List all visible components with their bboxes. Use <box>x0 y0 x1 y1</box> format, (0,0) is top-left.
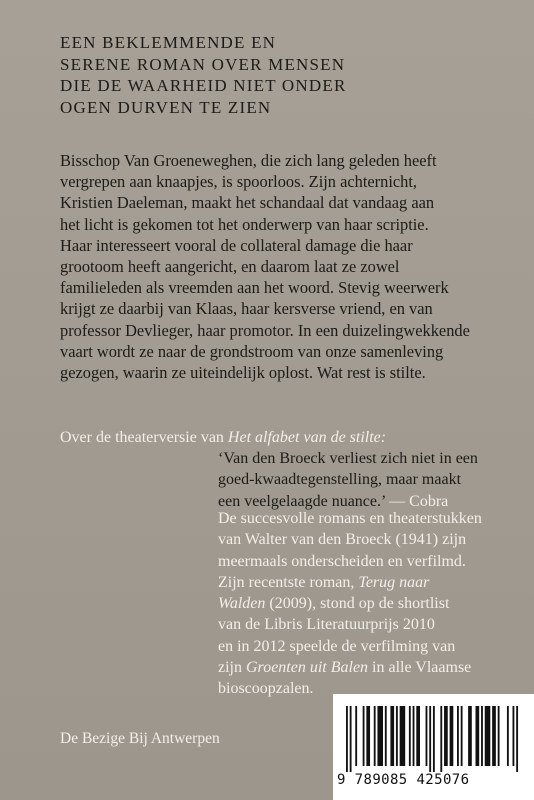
quote-line-text: een veelgelaagde nuance.’ <box>218 492 390 510</box>
barcode-bar <box>492 706 496 766</box>
blurb-line: Kristien Daeleman, maakt het schandaal dat vandaag aan <box>60 193 435 213</box>
barcode-bars <box>344 706 524 772</box>
barcode-bar <box>374 706 376 766</box>
barcode-bar <box>390 706 394 766</box>
barcode-bar <box>481 706 483 766</box>
headline-line: DIE DE WAARHEID NIET ONDER <box>60 76 347 95</box>
barcode-bar <box>433 706 435 772</box>
blurb-paragraph <box>60 150 510 383</box>
barcode-bar <box>355 706 357 766</box>
bio-line <box>218 657 518 678</box>
blurb-line: vaart wordt ze naar de grondstroom van onze samenleving <box>60 341 444 361</box>
barcode-bar <box>498 706 500 766</box>
author-bio <box>218 508 518 700</box>
bio-line: en in 2012 speelde de verfilming van <box>218 637 456 655</box>
barcode-bar <box>440 706 442 772</box>
barcode <box>333 694 534 800</box>
blurb-line: grootoom heeft aangericht, en daarom laat ze zowel <box>60 257 400 277</box>
barcode-bar <box>426 706 428 766</box>
isbn-number: 9 789085 425076 <box>337 772 470 788</box>
barcode-bar <box>444 706 448 766</box>
blurb-line: gezogen, waarin ze uiteindelijk oplost. Wat rest is stilte. <box>60 363 426 383</box>
bio-text: (2009), stond op de shortlist <box>265 595 450 613</box>
bio-line: van Walter van den Broeck (1941) zijn <box>218 531 467 549</box>
bio-line: van de Libris Literatuurprijs 2010 <box>218 616 435 634</box>
bio-line: bioscoopzalen. <box>218 680 314 698</box>
barcode-bar <box>350 706 352 772</box>
quote-source: — Cobra <box>389 492 449 510</box>
barcode-bar <box>363 706 365 766</box>
barcode-bar <box>507 706 509 766</box>
barcode-bar <box>450 706 454 766</box>
headline-line: OGEN DURVEN TE ZIEN <box>60 97 272 117</box>
blurb-line: krijgt ze daarbij van Klaas, haar kersverse vriend, en van <box>60 299 433 319</box>
bio-text: Zijn recentste roman, <box>218 573 359 591</box>
barcode-bar <box>476 706 480 766</box>
review-intro <box>60 427 510 448</box>
publisher-name: De Bezige Bij Antwerpen <box>60 730 220 747</box>
barcode-bar <box>429 706 431 772</box>
novel-title: Walden <box>218 595 266 613</box>
barcode-bar <box>409 706 411 766</box>
barcode-bar <box>385 706 387 766</box>
blurb-line: professor Devlieger, haar promotor. In een duizelingwekkende <box>60 320 470 340</box>
headline <box>60 32 500 118</box>
bio-line: meermaals onderscheiden en verfilmd. <box>218 552 466 570</box>
headline-line: SERENE ROMAN OVER MENSEN <box>60 54 346 74</box>
barcode-bar <box>461 706 463 766</box>
quote-line: goed-kwaadtegenstelling, maar maakt <box>218 471 462 489</box>
bio-line <box>218 572 518 593</box>
barcode-bar <box>413 706 415 766</box>
bio-text: zijn <box>218 659 246 677</box>
barcode-bar <box>400 706 406 766</box>
bio-line <box>218 593 518 614</box>
film-title: Groenten uit Balen <box>246 659 369 677</box>
barcode-bar <box>457 706 459 766</box>
barcode-bar <box>366 706 370 766</box>
blurb-line: Haar interesseert vooral de collateral damage die haar <box>60 235 413 255</box>
bio-text: in alle Vlaamse <box>368 659 472 677</box>
play-title: Het alfabet van de stilte: <box>227 429 387 446</box>
barcode-bar <box>468 706 472 766</box>
blurb-line: vergrepen aan knaapjes, is spoorloos. Zijn achternicht, <box>60 172 417 192</box>
review-quote <box>218 448 518 512</box>
barcode-bar <box>346 706 348 772</box>
barcode-bar <box>396 706 398 766</box>
blurb-line: het licht is gekomen tot het onderwerp van haar scriptie. <box>60 214 429 234</box>
headline-line: EEN BEKLEMMENDE EN <box>60 33 277 52</box>
review-intro-text: Over de theaterversie van <box>60 429 228 446</box>
barcode-bar <box>513 706 515 766</box>
barcode-bar <box>377 706 383 766</box>
barcode-bar <box>416 706 420 766</box>
quote-line: ‘Van den Broeck verliest zich niet in een <box>218 450 478 467</box>
barcode-bar <box>485 706 491 766</box>
barcode-bar <box>516 706 518 772</box>
bio-line: De succesvolle romans en theaterstukken <box>218 510 482 527</box>
novel-title: Terug naar <box>358 573 430 591</box>
blurb-line: familieleden als vreemden aan het woord. Stevig weerwerk <box>60 278 449 298</box>
blurb-line: Bisschop Van Groeneweghen, die zich lang geleden heeft <box>60 151 437 170</box>
